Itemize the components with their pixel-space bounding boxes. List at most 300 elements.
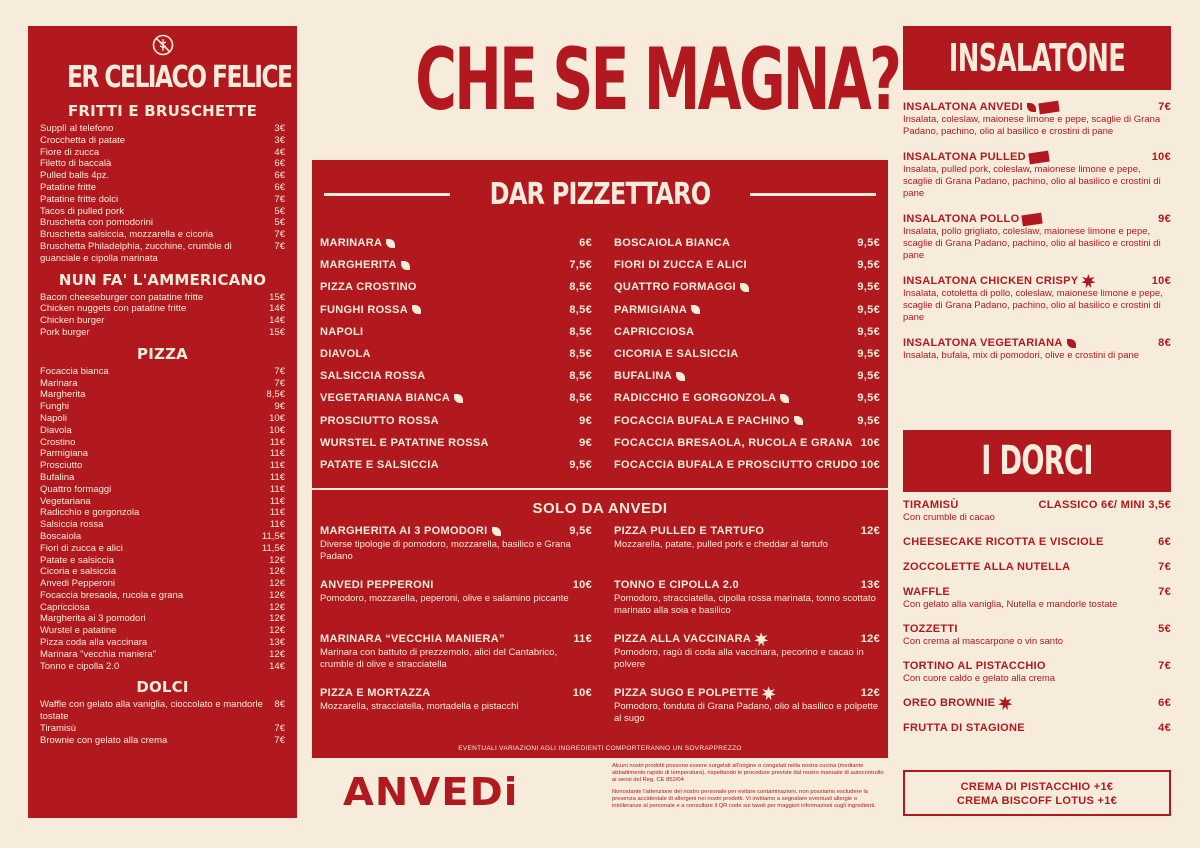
item-name: Crocchetta di patate [40,134,126,146]
item-name: Marinara [40,377,78,389]
salad-name-wrap [903,336,1076,350]
special-item [614,685,880,739]
pizza-price: 9,5€ [857,303,880,316]
item-name: Radicchio e gorgonzola [40,507,140,519]
pizza-name: WURSTEL E PATATINE ROSSA [320,436,489,449]
item-price: 14€ [269,303,285,315]
leaf-icon [401,261,410,270]
salad-item [903,100,1171,138]
menu-item [40,602,285,614]
pizza-row [614,299,880,321]
pizza-name-wrap [614,232,730,254]
dessert-desc: Con crema al mascarpone o vin santo [903,636,1063,647]
pizza-name-wrap [320,365,426,387]
pizza-price: 10€ [860,436,880,449]
menu-item [40,699,285,723]
anvedi-logo: ANVEDi [343,770,519,814]
dessert-title-row [903,622,1171,636]
item-name: Tonno e cipolla 2.0 [40,660,120,672]
menu-item [40,170,285,182]
item-price: 7€ [274,377,285,389]
item-price: 12€ [269,601,285,613]
item-name: Marinara "vecchia maniera" [40,648,157,660]
pizza-row [614,454,880,476]
pizza-name-wrap [320,321,363,343]
pizza-name-wrap [320,299,421,321]
special-title-row [614,523,880,539]
item-price: 11€ [269,519,285,531]
item-price: 3€ [274,134,285,146]
pizza-price: 9,5€ [857,348,880,361]
pizza-name-wrap [614,365,685,387]
salad-name: INSALATONA VEGETARIANA [903,337,1063,350]
menu-item [40,519,285,531]
dessert-title-row [903,498,1171,512]
menu-item [40,147,285,159]
item-price: 11€ [269,460,285,472]
dolci-header [903,430,1171,492]
pizza-price: 9,5€ [857,414,880,427]
leaf-icon [780,394,789,403]
salad-title-row [903,274,1171,288]
pizza-name-wrap [614,432,853,454]
item-price: 7€ [274,365,285,377]
special-name: ANVEDI PEPPERONI [320,579,434,592]
pizzettaro-title: DAR PIZZETTARO [489,176,711,212]
dessert-price: 4€ [1158,722,1171,735]
item-name: Tiramisù [40,723,77,735]
dessert-title-row [903,560,1171,574]
dessert-name-wrap [903,721,1025,735]
dessert-item [903,622,1171,648]
pizza-price: 9,5€ [857,281,880,294]
item-price: 6€ [274,170,285,182]
menu-item [40,194,285,206]
special-name-wrap [320,523,501,539]
item-price: 10€ [269,424,285,436]
pizza-name: FOCACCIA BRESAOLA, RUCOLA E GRANA [614,436,853,449]
menu-item [40,425,285,437]
section-heading: DOLCI [136,678,189,697]
pizza-name-wrap [320,432,489,454]
menu-item [40,241,285,265]
special-item [320,577,592,631]
pizza-name-wrap [320,254,410,276]
insalatone-list [903,100,1171,374]
item-price: 11€ [269,471,285,483]
dessert-item [903,535,1171,549]
item-name: Boscaiola [40,530,82,542]
item-price: 7€ [274,723,285,735]
pizza-row [320,254,592,276]
pizza-name-wrap [614,276,749,298]
pizza-row [320,432,592,454]
pizza-price: 7,5€ [569,259,592,272]
pizza-row [614,321,880,343]
salad-item [903,336,1171,362]
insalatone-title: INSALATONE [948,36,1126,80]
pizza-row [320,276,592,298]
item-name: Focaccia bianca [40,365,109,377]
pizza-row [614,276,880,298]
section-heading: NUN FA' L'AMMERICANO [58,270,267,289]
item-name: Pizza coda alla vaccinara [40,637,148,649]
salad-price: 10€ [1151,275,1171,287]
pizza-name: VEGETARIANA BIANCA [320,392,451,405]
item-price: 10€ [269,412,285,424]
salad-title-row [903,150,1171,164]
special-price: 10€ [572,579,592,592]
dessert-desc: Con cuore caldo e gelato alla crema [903,673,1056,684]
pizza-price: 9€ [579,414,592,427]
dessert-title-row [903,535,1171,549]
starburst-badge-icon [762,686,776,700]
pizza-price: 8,5€ [569,348,592,361]
pizza-name-wrap [320,343,371,365]
menu-item [40,292,285,304]
menu-item [40,401,285,413]
item-price: 11,5€ [261,530,285,542]
dessert-title-row [903,721,1171,735]
pizza-panel [312,160,888,758]
divider [750,193,876,196]
pizza-name: PARMIGIANA [614,303,688,316]
pizza-row [320,410,592,432]
menu-item [40,413,285,425]
pizza-row [614,365,880,387]
starburst-badge-icon [754,632,768,646]
dolci-title: I DORCI [981,438,1093,484]
item-name: Patatine fritte dolci [40,193,119,205]
special-name-wrap [614,577,739,593]
item-price: 12€ [269,613,285,625]
special-title-row [614,631,880,647]
menu-item [40,507,285,519]
menu-item [40,158,285,170]
menu-item [40,661,285,673]
special-name: PIZZA E MORTAZZA [320,687,431,700]
item-name: Waffle con gelato alla vaniglia, cioccolato e mandorle tostate [40,699,263,723]
pizza-name: RADICCHIO E GORGONZOLA [614,392,777,405]
new-badge-icon [1038,100,1059,114]
dessert-title-row [903,696,1171,710]
section-heading: PIZZA [137,344,188,363]
menu-item [40,625,285,637]
item-name: Bacon cheeseburger con patatine fritte [40,291,204,303]
leaf-icon [1067,339,1076,348]
menu-item [40,472,285,484]
salad-name-wrap [903,274,1095,288]
pizza-name: SALSICCIA ROSSA [320,370,426,383]
menu-item [40,448,285,460]
special-title-row [320,523,592,539]
pizza-row [614,254,880,276]
item-name: Wurstel e patatine [40,625,117,637]
pizza-row [320,454,592,476]
item-price: 5€ [274,217,285,229]
item-name: Bruschetta con pomodorini [40,217,154,229]
pizza-price: 8,5€ [569,392,592,405]
special-price: 12€ [860,687,880,700]
dessert-item [903,498,1171,524]
dessert-name-wrap [903,535,1104,549]
pizza-price: 6€ [579,237,592,249]
menu-item [40,229,285,241]
dessert-price: 6€ [1158,697,1171,709]
menu-item [40,735,285,747]
dessert-name: TIRAMISÙ [903,499,959,511]
item-price: 9€ [274,401,285,413]
special-name-wrap [614,523,764,539]
extras-box [903,770,1171,816]
pizza-row [320,365,592,387]
menu-item [40,303,285,315]
salad-price: 7€ [1158,101,1171,113]
pizza-name: FOCACCIA BUFALA E PROSCIUTTO CRUDO [614,459,858,472]
item-name: Brownie con gelato alla crema [40,734,168,746]
menu-item [40,723,285,735]
pizza-price: 9,5€ [857,237,880,249]
special-desc: Diverse tipologie di pomodoro, mozzarella, basilico e Grana Padano [320,539,571,563]
item-name: Focaccia bresaola, rucola e grana [40,589,184,601]
pizza-name: DIAVOLA [320,348,371,361]
item-price: 7€ [274,734,285,746]
item-price: 5€ [274,205,285,217]
special-desc: Pomodoro, fonduta di Grana Padano, olio al basilico e polpette al sugo [614,701,879,725]
special-title-row [614,577,880,593]
item-price: 12€ [269,648,285,660]
menu-item [40,366,285,378]
item-price: 11€ [269,436,285,448]
special-price: 9,5€ [569,525,592,538]
item-price: 15€ [269,326,285,338]
dessert-item [903,696,1171,710]
special-title-row [614,685,880,701]
salad-desc: Insalata, pulled pork, coleslaw, maionese limone e pepe, scaglie di Grana Padano, pachino, olio al basilico e crostini di pane [903,164,1161,199]
item-name: Margherita ai 3 pomodori [40,613,146,625]
pizza-name-wrap [614,321,694,343]
dessert-name-wrap [903,696,1012,710]
salad-item [903,150,1171,200]
salad-title-row [903,100,1171,114]
item-name: Bruschetta Philadelphia, zucchine, crumble di guanciale e cipolla marinata [40,240,232,264]
salad-desc: Insalata, coleslaw, maionese limone e pepe, scaglie di Grana Padano, pachino, olio al basilico e crostini di pane [903,114,1161,137]
item-price: 11€ [269,495,285,507]
menu-item [40,637,285,649]
item-price: 11€ [269,448,285,460]
special-name: PIZZA ALLA VACCINARA [614,633,752,646]
pizza-name: BUFALINA [614,370,673,383]
item-price: 12€ [269,578,285,590]
item-name: Napoli [40,412,67,424]
item-name: Anvedi Pepperoni [40,578,115,590]
dessert-name: TOZZETTI [903,623,958,635]
item-name: Filetto di baccalà [40,158,112,170]
pizza-row [614,410,880,432]
new-badge-icon [1022,212,1043,226]
dessert-item [903,721,1171,735]
menu-item [40,327,285,339]
item-price: 8€ [274,699,285,711]
item-price: 12€ [269,589,285,601]
salad-name: INSALATONA POLLO [903,213,1020,225]
item-name: Bruschetta salsiccia, mozzarella e cicoria [40,229,214,241]
special-price: 13€ [860,579,880,592]
dessert-name-wrap [903,659,1046,673]
special-title-row [320,577,592,593]
special-name-wrap [320,577,434,593]
salad-name-wrap [903,150,1049,164]
dessert-name: OREO BROWNIE [903,697,996,709]
item-name: Margherita [40,389,86,401]
menu-item [40,613,285,625]
item-name: Patatine fritte [40,181,96,193]
menu-item [40,217,285,229]
gluten-free-menu-panel [28,26,297,818]
menu-item [40,649,285,661]
salad-price: 10€ [1151,151,1171,163]
dessert-name: WAFFLE [903,586,951,598]
item-price: 14€ [269,315,285,327]
special-desc: Marinara con battuto di prezzemolo, alici del Cantabrico, crumble di olive e stracciatella [320,647,558,671]
pizza-name-wrap [320,276,417,298]
extra-item: CREMA BISCOFF LOTUS +1€ [956,795,1118,807]
special-desc: Mozzarella, stracciatella, mortadella e pistacchi [320,701,519,713]
pizza-name-wrap [614,410,803,432]
solo-da-anvedi-title: SOLO DA ANVEDI [532,500,668,518]
leaf-icon [740,283,749,292]
dessert-price: 7€ [1158,586,1171,598]
dessert-price: 7€ [1158,561,1171,573]
item-price: 14€ [269,660,285,672]
dessert-title-row [903,659,1171,673]
pizza-name: PROSCIUTTO ROSSA [320,414,439,427]
dessert-item [903,659,1171,685]
item-price: 12€ [269,554,285,566]
leaf-icon [454,394,463,403]
pizza-name: FUNGHI ROSSA [320,303,408,316]
pizza-name-wrap [614,299,700,321]
special-name-wrap [320,631,505,647]
item-name: Capricciosa [40,601,90,613]
menu-item [40,389,285,401]
allergen-notes [612,763,888,814]
menu-section [40,271,285,339]
salad-name: INSALATONA CHICKEN CRISPY [903,275,1079,287]
special-item [320,523,592,577]
special-name-wrap [614,631,768,647]
special-desc: Pomodoro, mozzarella, peperoni, olive e salamino piccante [320,593,569,605]
menu-item [40,484,285,496]
special-price: 12€ [860,633,880,646]
menu-item [40,182,285,194]
special-title-row [320,631,592,647]
salad-name: INSALATONA PULLED [903,151,1026,163]
pizza-name: FOCACCIA BUFALA E PACHINO [614,414,790,427]
pizza-name: QUATTRO FORMAGGI [614,281,736,294]
salad-desc: Insalata, bufala, mix di pomodori, olive e crostini di pane [903,350,1140,362]
special-desc: Mozzarella, patate, pulled pork e cheddar al tartufo [614,539,828,551]
special-item [614,631,880,685]
new-badge-icon [1028,150,1049,164]
menu-item [40,206,285,218]
item-name: Chicken burger [40,315,105,327]
pizza-row [320,232,592,254]
gluten-free-title: ER CELIACO FELICE [66,60,292,95]
starburst-badge-icon [998,696,1012,710]
pizza-price: 8,5€ [569,370,592,383]
dessert-price: 6€ [1158,536,1171,548]
special-price: 11€ [573,633,592,646]
dessert-name-wrap [903,498,959,512]
item-name: Tacos di pulled pork [40,205,124,217]
salad-title-row [903,336,1171,350]
pizza-price: 10€ [860,459,880,472]
salad-name-wrap [903,100,1059,114]
dessert-price: 5€ [1158,623,1171,635]
pizza-name: MARINARA [320,237,383,249]
dessert-item [903,585,1171,611]
item-price: 13€ [269,637,285,649]
dessert-name-wrap [903,585,950,599]
dessert-name: FRUTTA DI STAGIONE [903,722,1025,735]
divider [312,488,888,490]
item-price: 7€ [274,229,285,241]
leaf-icon [794,416,803,425]
item-price: 4€ [274,146,285,158]
pizza-name: NAPOLI [320,325,364,338]
menu-section [40,345,285,673]
pizza-row [614,232,880,254]
pizza-price: 9,5€ [569,459,592,472]
item-price: 8,5€ [266,389,285,401]
pizza-name-wrap [614,343,738,365]
pizza-row [614,387,880,409]
menu-section [40,678,285,746]
item-name: Chicken nuggets con patatine fritte [40,303,187,315]
pizza-name-wrap [320,454,439,476]
item-price: 7€ [274,240,285,252]
item-name: Fiori di zucca e alici [40,542,123,554]
menu-item [40,543,285,555]
item-name: Crostino [40,436,76,448]
pizza-name: PATATE E SALSICCIA [320,459,439,472]
pizza-price: 9,5€ [857,370,880,383]
item-price: 12€ [269,566,285,578]
special-item [614,523,880,577]
item-price: 7€ [274,193,285,205]
special-name: PIZZA PULLED E TARTUFO [614,525,765,538]
item-name: Patate e salsiccia [40,554,114,566]
item-price: 11€ [269,507,285,519]
menu-item [40,378,285,390]
item-name: Quattro formaggi [40,483,112,495]
item-name: Pork burger [40,326,90,338]
special-title-row [320,685,592,701]
dessert-name-wrap [903,622,958,636]
pizza-name: CAPRICCIOSA [614,325,695,338]
dessert-price: CLASSICO 6€/ MINI 3,5€ [1038,499,1171,511]
pizza-row [320,299,592,321]
salad-price: 9€ [1158,213,1171,225]
dessert-item [903,560,1171,574]
special-name-wrap [614,685,776,701]
dessert-desc: Con gelato alla vaniglia, Nutella e mandorle tostate [903,599,1118,610]
salad-price: 8€ [1158,337,1171,350]
section-heading: FRITTI E BRUSCHETTE [67,102,258,120]
leaf-icon [412,305,421,314]
dessert-name-wrap [903,560,1070,574]
